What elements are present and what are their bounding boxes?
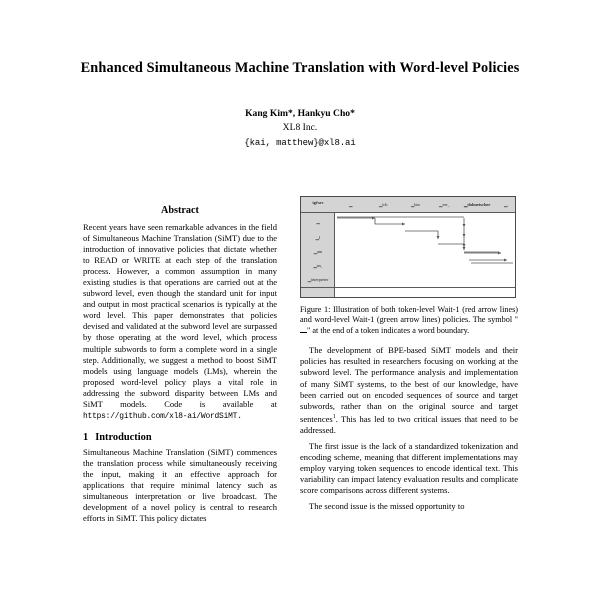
figure-target-token-1: ▁I: [315, 235, 321, 240]
author-list: [60, 108, 540, 121]
right-paragraph-1-tail: . This has led to two critical issues that need to be addressed.: [300, 413, 518, 435]
right-paragraph-1-text: The development of BPE-based SiMT models and their policies has resulted in researchers focusing on working at the subword level. The performance analysis and implementation of many SiMT systems, to the best of our knowledge, have been carried out on encoded sequences of source and target subwords, rather than on the original source and target sentences: [300, 345, 518, 424]
figure-bottom-rule: [301, 287, 515, 288]
figure-target-token-0: ▁: [316, 219, 320, 224]
figure-target-token-3: ▁an_: [313, 263, 323, 268]
figure-1: [300, 196, 516, 298]
intro-paragraph-1: Simultaneous Machine Translation (SiMT) commences the translation process while simultaneously receiving the input, making it an effective approach for applications that require minimal latency such as simultaneous interpretation or live broadcast. The development of a novel policy is central to research efforts in SiMT. This policy dictates: [83, 446, 277, 524]
right-paragraph-1: [300, 345, 518, 436]
figure-caption: [300, 305, 518, 336]
figure-caption-part-1: Figure 1: Illustration of both token-level Wait-1 (red arrow lines) and word-level Wait-1 (green arrow lines) policies. The symbol ": [300, 305, 518, 325]
section-number: 1: [83, 431, 89, 443]
abstract-text: Recent years have seen remarkable advances in the field of Simultaneous Machine Translation (SiMT) due to the introduction of innovative policies that dictate whether to READ or WRITE at each step of the translation process. However, a common assumption in many existing studies is that operations are carried out at the subword level, even though the standard unit for input and output in most practical scenarios is typically at the word level. This paper demonstrates that policies devised and validated at the subword level are surpassed by those operating at the word level, which process multiple subwords to form a complete word in a single step. Additionally, we suggest a method to boost SiMT models using language models (LMs), wherein the proposed word-level policy plays a vital role in addressing the subword disparity between LMs and SiMT models. Code is available at: [83, 222, 277, 409]
abstract-body: [83, 222, 277, 422]
affiliation: XL8 Inc.: [282, 122, 318, 133]
figure-source-token-2: ▁bin: [411, 202, 420, 207]
abstract-heading: Abstract: [161, 205, 199, 216]
figure-source-token-3: ▁ver_: [439, 202, 450, 207]
figure-target-token-2: ▁am: [313, 249, 323, 254]
figure-source-token-5: ▁.: [504, 202, 509, 207]
figure-target-token-4: ▁interpreter: [307, 277, 329, 282]
right-paragraph-3: The second issue is the missed opportunity to: [309, 501, 465, 512]
code-url[interactable]: https://github.com/xl8-ai/WordSiMT.: [83, 411, 242, 421]
right-paragraph-2: The first issue is the lack of a standardized tokenization and encoding scheme, meaning that different implementations may employ varying token sequences to encode identical text. This variability can impact latency evaluation results and complicate score comparisons across different systems.: [300, 440, 518, 496]
author-names: Kang Kim*, Hankyu Cho*: [245, 108, 355, 119]
figure-source-token-0: ▁: [349, 202, 353, 207]
right-column: [300, 196, 518, 517]
word-boundary-symbol: [300, 326, 307, 333]
section-heading-introduction: [83, 432, 277, 443]
author-email: {kai, matthew}@xl8.ai: [244, 138, 356, 148]
section-title: Introduction: [95, 431, 152, 443]
footnote-marker-1[interactable]: 1: [332, 413, 336, 420]
figure-source-token-1: ▁ich: [379, 202, 388, 207]
left-column: [83, 205, 277, 530]
figure-corner-label: tgt\src: [312, 200, 324, 205]
figure-source-token-4: ▁dolmetscher: [464, 202, 491, 207]
figure-caption-part-2: " at the end of a token indicates a word boundary.: [307, 325, 470, 335]
page-title: Enhanced Simultaneous Machine Translation with Word-level Policies: [80, 60, 520, 76]
